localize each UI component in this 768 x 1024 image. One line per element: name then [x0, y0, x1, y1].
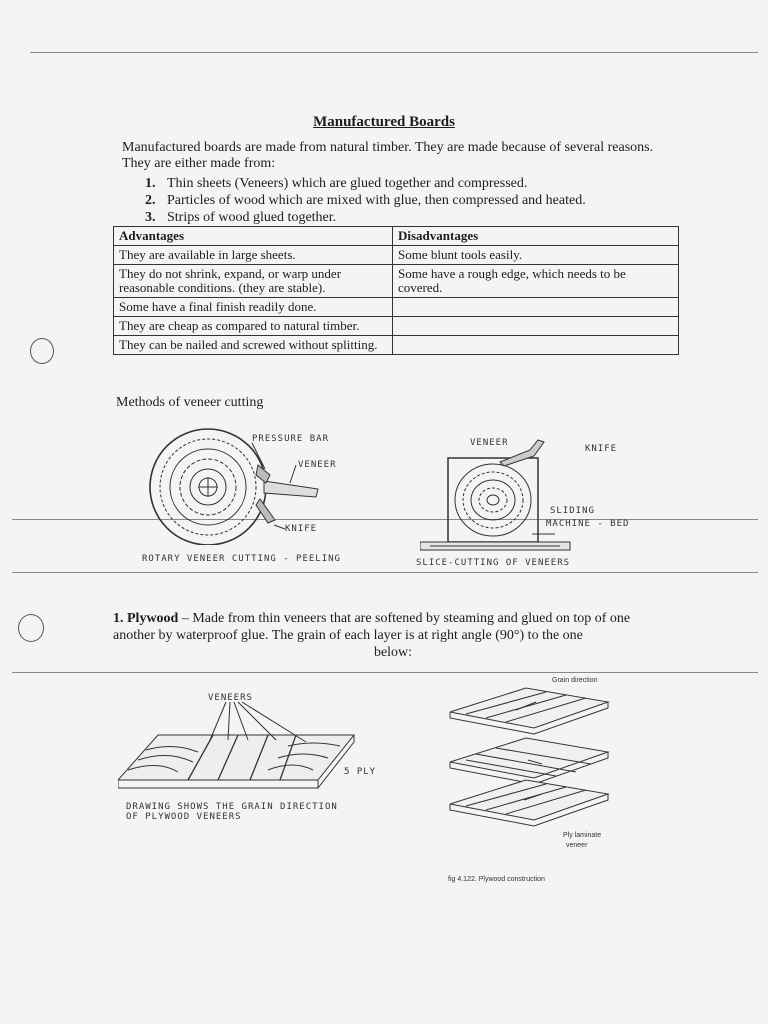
plywood-text: – Made from thin veneers that are softened by steaming and glued on top of one another by waterproof glue. The grain of each layer is at right angle (90°) to the one	[113, 611, 631, 643]
advantages-table	[113, 226, 679, 355]
slice-knife-label: KNIFE	[585, 444, 618, 454]
table-header-row	[114, 227, 679, 246]
table-row	[114, 246, 679, 265]
plywood-construction-figure	[446, 680, 616, 830]
pressure-bar-label: PRESSURE BAR	[252, 434, 330, 444]
rotary-knife-label: KNIFE	[285, 524, 318, 534]
table-cell	[393, 336, 679, 355]
punch-hole	[30, 338, 54, 364]
table-cell: Some blunt tools easily.	[393, 246, 679, 265]
scan-line	[12, 572, 758, 573]
five-ply-label: 5 PLY	[344, 767, 377, 777]
intro-paragraph: Manufactured boards are made from natural timber. They are made because of several reasons. They are either made from:	[122, 140, 654, 171]
veneer-label: veneer	[566, 842, 588, 849]
scan-line	[12, 672, 758, 673]
plywood-label: 1. Plywood	[113, 611, 179, 626]
table-cell: They can be nailed and screwed without splitting.	[114, 336, 393, 355]
rotary-veneer-label: VENEER	[298, 460, 337, 470]
header-advantages: Advantages	[114, 227, 393, 246]
rotary-caption: ROTARY VENEER CUTTING - PEELING	[142, 554, 341, 564]
plywood-caption-line2: OF PLYWOOD VENEERS	[126, 812, 242, 822]
punch-hole	[18, 614, 44, 642]
slice-caption: SLICE-CUTTING OF VENEERS	[416, 558, 571, 568]
table-cell: They are available in large sheets.	[114, 246, 393, 265]
list-item: 3. Strips of wood glued together.	[145, 210, 337, 225]
table-cell	[393, 317, 679, 336]
table-row	[114, 336, 679, 355]
ply-laminate-label: Ply laminate	[563, 832, 602, 839]
table-cell	[393, 298, 679, 317]
plywood-caption-line1: DRAWING SHOWS THE GRAIN DIRECTION	[126, 802, 338, 812]
plywood-paragraph	[113, 610, 673, 661]
plywood-text-end: below:	[373, 645, 413, 660]
table-cell: Some have a final finish readily done.	[114, 298, 393, 317]
list-item: 1. Thin sheets (Veneers) which are glued together and compressed.	[145, 176, 528, 191]
slice-veneer-label: VENEER	[470, 438, 509, 448]
header-disadvantages: Disadvantages	[393, 227, 679, 246]
table-row	[114, 265, 679, 298]
table-row	[114, 317, 679, 336]
plywood-fig-caption: fig 4.122. Plywood construction	[448, 876, 545, 883]
source-list	[145, 175, 586, 226]
scan-line	[12, 519, 758, 520]
table-row	[114, 298, 679, 317]
grain-direction-label: Grain direction	[552, 677, 598, 684]
table-cell: They do not shrink, expand, or warp under reasonable conditions. (they are stable).	[114, 265, 393, 298]
plywood-veneers-figure	[118, 700, 358, 795]
machine-bed-label: MACHINE - BED	[546, 519, 630, 529]
sliding-label: SLIDING	[550, 506, 595, 516]
page-title: Manufactured Boards	[313, 114, 455, 130]
slice-cutting-figure	[420, 430, 580, 555]
table-cell: They are cheap as compared to natural timber.	[114, 317, 393, 336]
table-cell: Some have a rough edge, which needs to be covered.	[393, 265, 679, 298]
veneer-methods-heading: Methods of veneer cutting	[116, 395, 264, 410]
scan-line	[30, 52, 758, 53]
veneers-label: VENEERS	[208, 693, 253, 703]
list-item: 2. Particles of wood which are mixed with glue, then compressed and heated.	[145, 193, 586, 208]
